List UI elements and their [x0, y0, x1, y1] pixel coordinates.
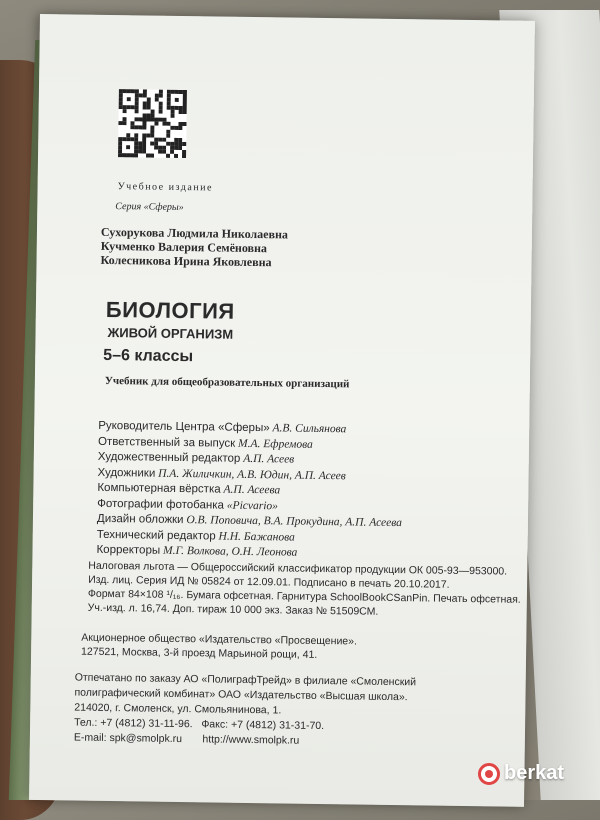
pub-line: Налоговая льгота — Общероссийский классификатор продукции ОК 005-93—953000.	[88, 559, 508, 578]
authors	[100, 225, 288, 270]
publisher-line: Акционерное общество «Издательство «Просвещение».	[81, 631, 358, 648]
textbook-for: Учебник для общеобразовательных организаций	[104, 374, 350, 391]
credits-list	[96, 419, 403, 563]
grades: 5–6 классы	[103, 346, 194, 366]
printer-line: полиграфический комбинат» ОАО «Издательство «Высшая школа».	[74, 686, 408, 704]
qr-code-icon	[118, 89, 187, 158]
credit-row: Ответственный за выпуск М.А. Ефремова	[97, 435, 313, 451]
book-title: БИОЛОГИЯ	[105, 296, 235, 324]
credit-row: Технический редактор Н.Н. Бажанова	[96, 528, 295, 544]
book-page	[29, 14, 535, 807]
publication-info	[88, 559, 522, 621]
author-2: Кучменко Валерия Семёновна	[100, 238, 268, 256]
berkat-logo-icon	[478, 763, 500, 785]
credit-row: Руководитель Центра «Сферы» А.В. Сильянова	[98, 419, 347, 436]
printer-info	[74, 671, 416, 751]
publisher-info	[81, 631, 357, 663]
book-subtitle: ЖИВОЙ ОРГАНИЗМ	[107, 324, 234, 342]
credit-row: Художники П.А. Жиличкин, А.В. Юдин, А.П. Асеев	[97, 466, 346, 482]
credit-row: Художественный редактор А.П. Асеев	[97, 450, 295, 466]
printer-line: Тел.: +7 (4812) 31-11-96. Факс: +7 (4812) 31-31-70.	[74, 716, 325, 733]
credit-row: Компьютерная вёрстка А.П. Асеева	[97, 481, 281, 497]
edition-type: Учебное издание	[117, 181, 214, 194]
author-1: Сухорукова Людмила Николаевна	[100, 224, 289, 242]
pub-line: Уч.-изд. л. 16,74. Доп. тираж 10 000 экз. Заказ № 51509СМ.	[87, 601, 379, 618]
printer-line: 214020, г. Смоленск, ул. Смольянинова, 1.	[74, 701, 282, 717]
credit-row: Дизайн обложки О.В. Поповича, В.А. Прокудина, А.П. Асеева	[96, 512, 403, 530]
watermark	[478, 762, 564, 785]
pub-line: Формат 84×108 ¹/₁₆. Бумага офсетная. Гарнитура SchoolBookCSanPin. Печать офсетная.	[87, 587, 521, 606]
series-label: Серия «Сферы»	[115, 201, 184, 214]
publisher-line: 127521, Москва, 3-й проезд Марьиной рощи, 41.	[81, 645, 318, 661]
credit-row: Корректоры М.Г. Волкова, О.Н. Леонова	[96, 543, 298, 559]
author-3: Колесникова Ирина Яковлевна	[100, 252, 272, 270]
watermark-text: berkat	[504, 762, 565, 784]
pub-line: Изд. лиц. Серия ИД № 05824 от 12.09.01. Подписано в печать 20.10.2017.	[88, 573, 450, 591]
credit-row: Фотографии фотобанка «Picvario»	[97, 497, 279, 512]
printer-line: Отпечатано по заказу АО «ПолиграфТрейд» в филиале «Смоленский	[74, 671, 417, 689]
printer-line: E-mail: spk@smolpk.ru http://www.smolpk.ru	[73, 731, 300, 747]
